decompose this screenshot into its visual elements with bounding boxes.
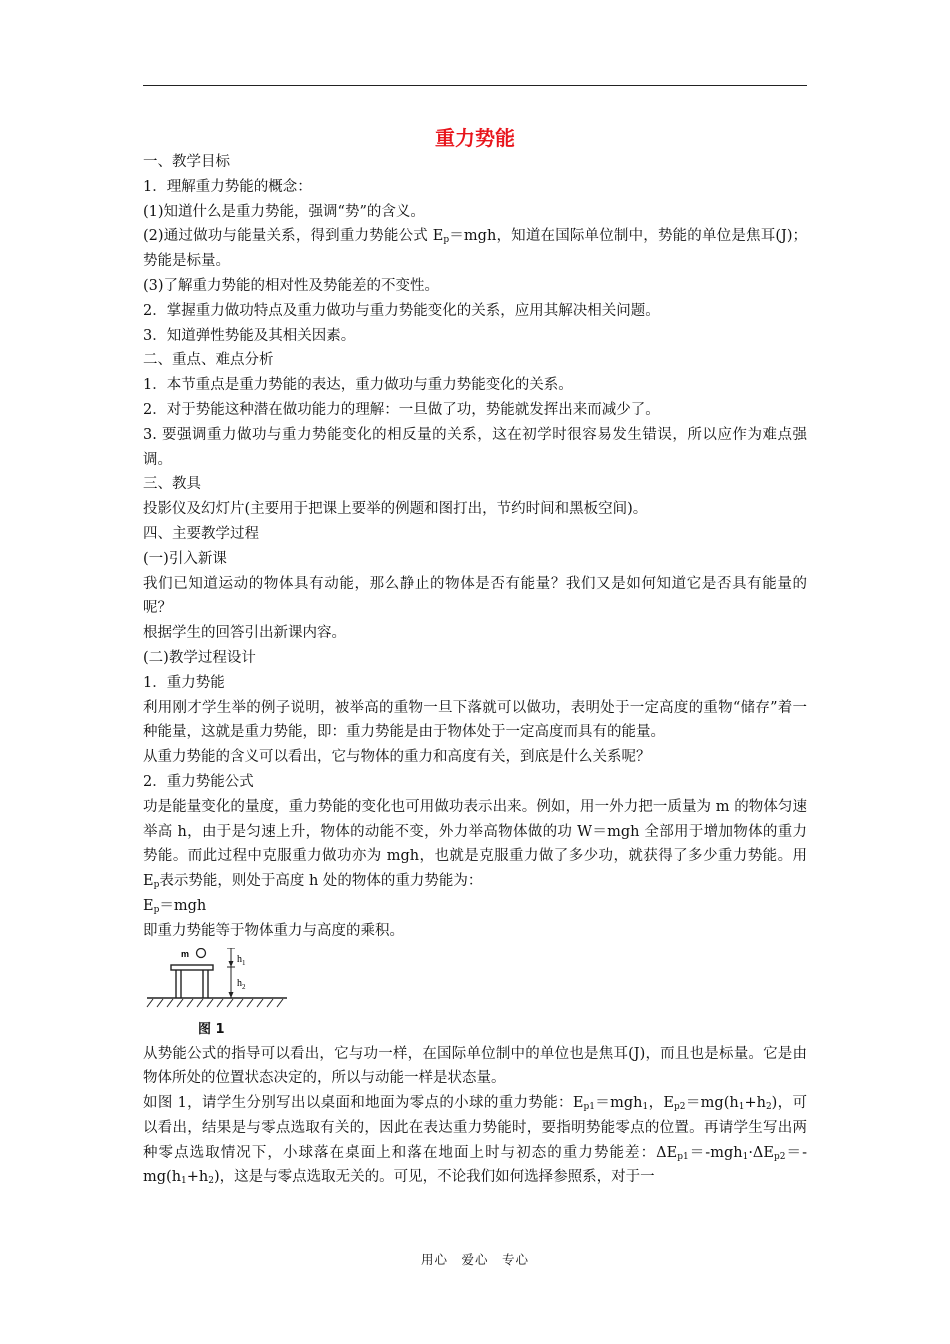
paragraph: 从重力势能的含义可以看出，它与物体的重力和高度有关，到底是什么关系呢？ (143, 749, 651, 766)
ball (197, 948, 206, 957)
paragraph: 我们已知道运动的物体具有动能，那么静止的物体是否有能量？我们又是如何知道它是否具有能量的呢？ (143, 575, 807, 617)
header-rule (143, 85, 807, 86)
table-ball-diagram (143, 948, 303, 1020)
paragraph: 从势能公式的指导可以看出，它与功一样，在国际单位制中的单位也是焦耳(J)，而且也是标量。它是由物体所处的位置状态决定的，所以与动能一样是状态量。 (143, 1045, 807, 1087)
paragraph: 投影仪及幻灯片(主要用于把课上要举的例题和图打出，节约时间和黑板空间)。 (143, 501, 648, 518)
document-body (143, 150, 807, 1190)
paragraph: 利用刚才学生举的例子说明，被举高的重物一旦下落就可以做功，表明处于一定高度的重物“储存”着一种能量，这就是重力势能，即：重力势能是由于物体处于一定高度而具有的能量。 (143, 699, 807, 741)
paragraph: 如图 1，请学生分别写出以桌面和地面为零点的小球的重力势能：$E_{p1}=mgh_1$，$E_{p2}=mg(h_1+h_2)$，可以看出，结果是与零点选取有关的，因此在表达重力势能时，要指明势能零点的位置。再请学生写出两种零点选取情况下，小球落在桌面上和落在地面上时与初态的重力势能差：$\Delta E_{p1}=-mgh_1\cdot\Delta E_{p2}=-mg(h_1+h_2)$，这是与零点选取无关的。可见，不论我们如何选择参照系，对于一 (143, 1095, 807, 1187)
mass-label: m (181, 948, 190, 959)
paragraph: 2．重力势能公式 (143, 773, 254, 790)
paragraph: (1)知道什么是重力势能，强调“势”的含义。 (143, 203, 425, 220)
figure-1 (143, 944, 807, 1042)
paragraph: 3．知道弹性势能及其相关因素。 (143, 327, 356, 344)
section-heading: 二、重点、难点分析 (143, 352, 274, 369)
paragraph: 即重力势能等于物体重力与高度的乘积。 (143, 922, 404, 939)
section-heading: 四、主要教学过程 (143, 525, 259, 542)
page-title: 重力势能 (435, 126, 515, 150)
paragraph: 3. 要强调重力做功与重力势能变化的相反量的关系，这在初学时很容易发生错误，所以应作为难点强调。 (143, 426, 807, 468)
paragraph: 功是能量变化的量度，重力势能的变化也可用做功表示出来。例如，用一外力把一质量为 m 的物体匀速举高 h，由于是匀速上升，物体的动能不变，外力举高物体做的功 W＝mgh 全部用于增加物体的重力势能。而此过程中克服重力做功亦为 mgh，也就是克服重力做了多少功，就获得了多少重力势能。用 $E_p$表示势能，则处于高度 h 处的物体的重力势能为： (143, 798, 807, 891)
figure-caption: 图 1 (198, 1021, 225, 1037)
paragraph: (二)教学过程设计 (143, 649, 256, 666)
formula: $E_p=mgh$ (143, 897, 207, 915)
paragraph: 根据学生的回答引出新课内容。 (143, 625, 346, 642)
paragraph: (2)通过做功与能量关系，得到重力势能公式 $E_p=mgh$，知道在国际单位制中，势能的单位是焦耳(J)；势能是标量。 (143, 228, 808, 270)
section-heading: 一、教学目标 (143, 154, 230, 170)
paragraph: 1．理解重力势能的概念： (143, 178, 312, 195)
h2-label: $h_2$ (237, 977, 246, 991)
h1-label: $h_1$ (237, 953, 246, 967)
paragraph: 2．对于势能这种潜在做功能力的理解：一旦做了功，势能就发挥出来而减少了。 (143, 401, 660, 418)
paragraph: (3)了解重力势能的相对性及势能差的不变性。 (143, 277, 440, 294)
paragraph: 1．重力势能 (143, 674, 225, 691)
page-footer: 用心 爱心 专心 (420, 1252, 529, 1267)
paragraph: (一)引入新课 (143, 550, 227, 567)
section-heading: 三、教具 (143, 476, 201, 493)
paragraph: 2．掌握重力做功特点及重力做功与重力势能变化的关系，应用其解决相关问题。 (143, 302, 660, 319)
paragraph: 1．本节重点是重力势能的表达，重力做功与重力势能变化的关系。 (143, 377, 573, 394)
